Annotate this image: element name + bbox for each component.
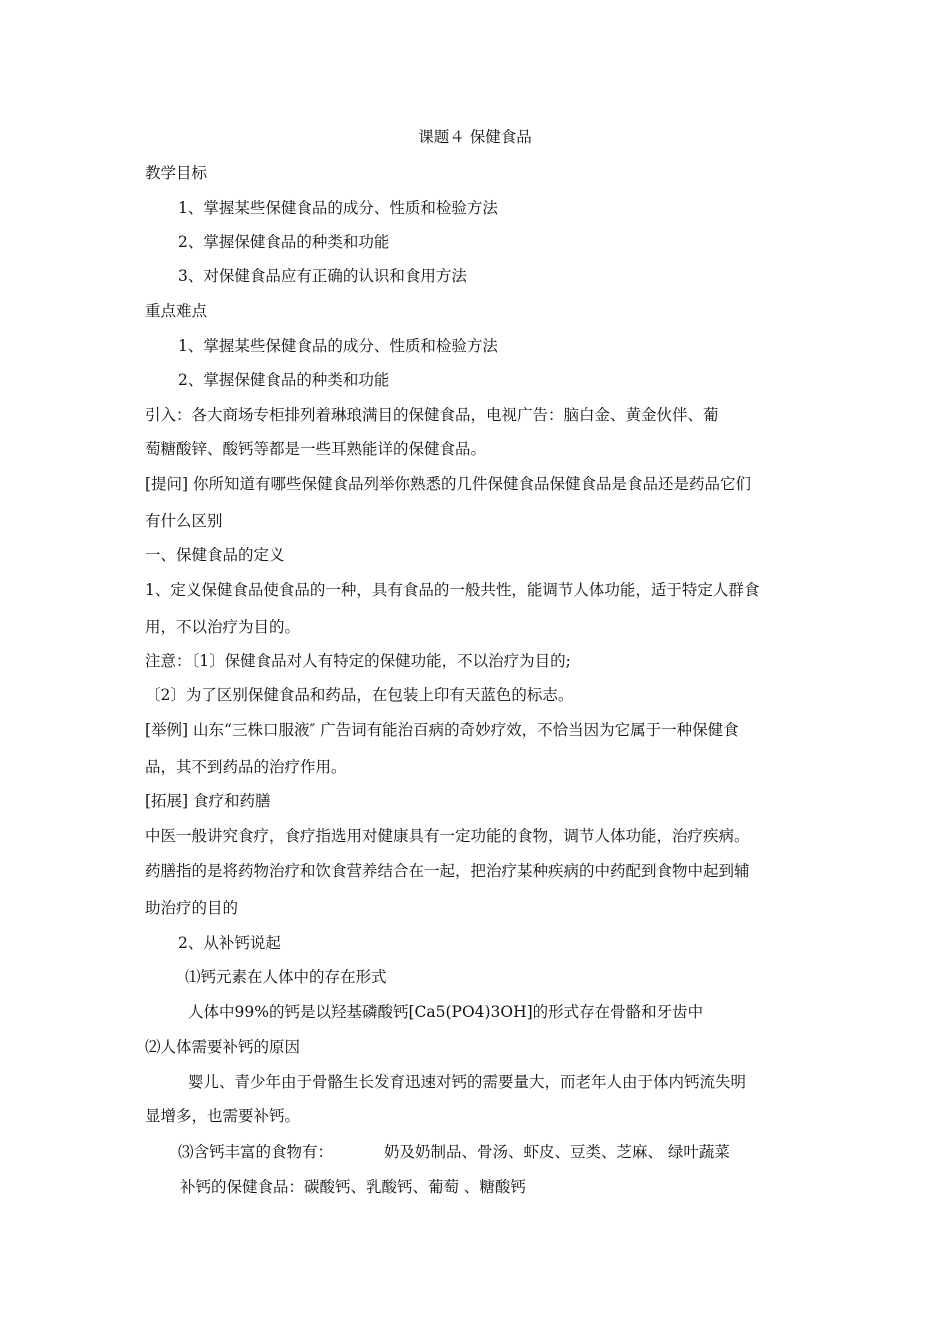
goal-item-1: 1、掌握某些保健食品的成分、性质和检验方法 <box>178 199 498 217</box>
intro-paragraph-line-2: 萄糖酸锌、酸钙等都是一些耳熟能详的保健食品。 <box>145 440 487 458</box>
example-paragraph-line-2: 品，其不到药品的治疗作用。 <box>145 758 347 776</box>
question-paragraph-line-1: [提问] 你所知道有哪些保健食品列举你熟悉的几件保健食品保健食品是食品还是药品它们 <box>145 475 752 493</box>
calcium-food-list: 奶及奶制品、骨汤、虾皮、豆类、芝麻、 绿叶蔬菜 <box>384 1143 730 1161</box>
key-point-1: 1、掌握某些保健食品的成分、性质和检验方法 <box>178 337 498 355</box>
intro-paragraph-line-1: 引入：各大商场专柜排列着琳琅满目的保健食品，电视广告：脑白金、黄金伙伴、葡 <box>145 406 719 424</box>
extension-paragraph-line-1: 中医一般讲究食疗，食疗指选用对健康具有一定功能的食物，调节人体功能，治疗疾病。 <box>145 827 750 845</box>
section-calcium-heading: 2、从补钙说起 <box>178 934 281 952</box>
calcium-supplement-list: 补钙的保健食品：碳酸钙、乳酸钙、葡萄 、糖酸钙 <box>180 1178 526 1196</box>
calcium-subheading-3: ⑶含钙丰富的食物有： <box>178 1143 334 1161</box>
extension-paragraph-line-3: 助治疗的目的 <box>145 899 239 917</box>
note-line-1: 注意：〔1〕保健食品对人有特定的保健功能，不以治疗为目的; <box>145 652 571 670</box>
note-line-2: 〔2〕为了区别保健食品和药品，在包装上印有天蓝色的标志。 <box>145 686 574 704</box>
definition-paragraph-line-1: 1、定义保健食品使食品的一种，具有食品的一般共性，能调节人体功能，适于特定人群食 <box>145 581 760 599</box>
document-title: 课题４ 保健食品 <box>418 128 532 146</box>
extension-paragraph-line-2: 药膳指的是将药物治疗和饮食营养结合在一起，把治疗某种疾病的中药配到食物中起到辅 <box>145 862 750 880</box>
heading-teaching-goals: 教学目标 <box>145 164 208 182</box>
calcium-reason-line-1: 婴儿、青少年由于骨骼生长发育迅速对钙的需要量大，而老年人由于体内钙流失明 <box>188 1073 747 1091</box>
example-paragraph-line-1: [举例] 山东“三株口服液″ 广告词有能治百病的奇妙疗效，不恰当因为它属于一种保健食 <box>145 721 739 739</box>
heading-key-points: 重点难点 <box>145 302 208 320</box>
goal-item-3: 3、对保健食品应有正确的认识和食用方法 <box>178 267 467 285</box>
question-paragraph-line-2: 有什么区别 <box>145 512 223 530</box>
calcium-form-paragraph: 人体中99%的钙是以羟基磷酸钙[Ca5(PO4)3OH]的形式存在骨骼和牙齿中 <box>188 1003 704 1021</box>
calcium-reason-line-2: 显增多，也需要补钙。 <box>145 1107 301 1125</box>
goal-item-2: 2、掌握保健食品的种类和功能 <box>178 233 390 251</box>
calcium-subheading-2: ⑵人体需要补钙的原因 <box>145 1038 301 1056</box>
extension-heading: [拓展] 食疗和药膳 <box>145 792 271 810</box>
key-point-2: 2、掌握保健食品的种类和功能 <box>178 371 390 389</box>
section-definition-heading: 一、保健食品的定义 <box>145 546 285 564</box>
calcium-subheading-1: ⑴钙元素在人体中的存在形式 <box>185 968 387 986</box>
definition-paragraph-line-2: 用，不以治疗为目的。 <box>145 618 301 636</box>
